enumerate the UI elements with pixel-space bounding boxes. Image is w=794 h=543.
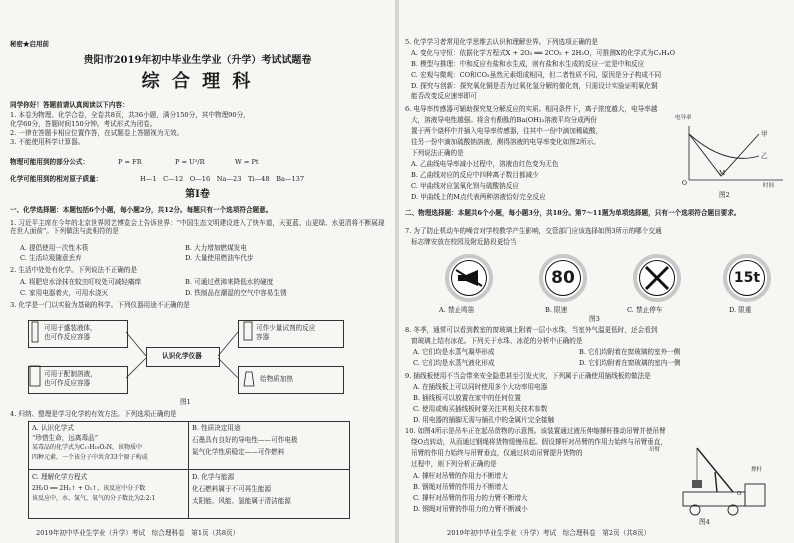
fig1-box-text: 可作少量试剂的反应 [256, 324, 316, 332]
q2-option: B. 可通过煮沸来降低水的硬度 [185, 278, 274, 286]
q5-option: B. 模型与推理：中和反应有盐和水生成，则有盐和水生成的反应一定是中和反应 [411, 60, 645, 68]
note-line: 3. 不能使用科学计算器。 [10, 138, 85, 146]
q4-cell-line: 化石燃料属于不可再生能源 [192, 485, 272, 493]
q8-option: D. 它们均附着在窗玻璃的室内一侧 [579, 359, 681, 367]
q5-option: 能否改变反应速率即可 [411, 92, 477, 100]
q6-option: D. 甲曲线上的M点代表两种溶液恰好完全反应 [411, 193, 546, 201]
q5-option: D. 探究与创新：探究氧化铜是否为过氧化氢分解的催化剂，只需设计实验证明氧化铜 [411, 82, 658, 90]
q1-option: A. 提倡使用一次性木筷 [20, 244, 89, 252]
curve-label: 甲 [761, 130, 768, 138]
q4-cell-line: “珍惜生命，远离毒品” [32, 434, 99, 442]
sign-label: C. 禁止停车 [627, 306, 663, 314]
q6-option: C. 甲曲线对应氢氧化钡与硫酸钠反应 [411, 182, 519, 190]
sign-label: B. 限速 [545, 306, 568, 314]
q4-cell-line: 氮气化学性质稳定——可作燃料 [192, 448, 285, 456]
fig1-box-text: 可用于盛装液体， [44, 324, 97, 332]
note-line: 2. 一律在答题卡相应位置作答，在试题卷上答题视为无效。 [10, 129, 184, 137]
q7-stem: 7. 为了防止机动车的噪音对学校教学产生影响，交管部门应该选择如图3所示的哪个交通 [405, 227, 662, 235]
fig1-box-text: 可用于配制溶液， [44, 370, 97, 378]
cross-glyph [640, 261, 674, 295]
q6-stem: 下列说法正确的是 [411, 149, 464, 157]
fig1-box-text: 给物质加热 [260, 375, 293, 383]
note-line: 化学60分，答题时间150分钟。考试形式为闭卷。 [10, 120, 157, 128]
secret-label: 秘密★启用前 [10, 40, 49, 48]
q8-option: A. 它们均是水蒸气凝华形成 [413, 348, 495, 356]
q4-cell-line: 太阳能、风能、氢能属于清洁能源 [192, 497, 291, 505]
q6-stem: 置于两个烧杯中并插入电导率传感器，往其中一份中滴加稀硫酸， [411, 127, 603, 135]
q4-cell-line: 2H₂O ══ 2H₂↑ + O₂↑，该反应中分子数 [32, 485, 146, 492]
figure-caption: 图2 [719, 191, 730, 199]
q6-stem: 往另一份中滴加硫酸钠溶液，测得溶液的电导率变化如图2所示。 [411, 138, 600, 146]
q10-stem: 10. 如图4所示是吊车正在起吊货物的示意图。该装置通过液压伸缩撑杆推动吊臂并使吊臂 [405, 427, 666, 435]
horn-glyph [454, 268, 484, 288]
q4-cell-line: 该反应中，水、氢气、氧气的分子数比为2:2:1 [32, 495, 156, 502]
q2-stem: 2. 生活中处处有化学。下列说法不正确的是 [10, 266, 138, 274]
fig1-box-text: 也可作反应容器 [44, 379, 91, 387]
physics-formula-label: 物理可能用到的部分公式： [10, 158, 90, 166]
subject-title: 综 合 理 科 [141, 71, 254, 92]
no-parking-sign [633, 254, 681, 302]
q10-stem: 绕O点转动，从而通过钢绳将货物缓慢吊起。假设撑杆对吊臂的作用力始终与吊臂垂直， [411, 438, 667, 446]
q8-stem: 窗玻璃上结有冰花。下列关于水珠、冰花的分析中正确的是 [411, 337, 583, 345]
q4-cell-line: C. 理解化学方程式 [32, 473, 88, 481]
page-2 [399, 0, 794, 543]
q5-option: C. 宏观与微观：CO和CO₂虽然元素组成相同，但二者性质不同，原因是分子构成不同 [411, 71, 662, 79]
section-heading: 二、物理选择题：本题共6个小题，每小题3分，共18分。第7～11题为单项选择题，只有一个选项符合题目要求。 [405, 209, 741, 217]
truck-cab [745, 484, 765, 506]
page-1 [0, 0, 395, 543]
page-footer: 2019年初中毕业生学业（升学）考试 综合理科卷 第2页（共8页） [447, 529, 651, 537]
graph-ylabel: 电导率 [675, 115, 692, 121]
crane-boom [697, 448, 733, 492]
fig1-center-text: 认识化学仪器 [162, 352, 202, 360]
q9-option: C. 使用或购买插线板时要关注其相关技术参数 [413, 405, 548, 413]
q4-stem: 4. 归纳、整理是学习化学的有效方法。下列选项正确的是 [10, 410, 177, 418]
origin-label: O [682, 180, 687, 187]
q4-cell-line: D. 化学与能源 [192, 473, 235, 481]
q9-option: B. 插线板可以放置在家中的任何位置 [413, 394, 521, 402]
formula: W = Pt [235, 158, 259, 166]
q6-stem: 6. 电导率传感器可辅助探究复分解反应的实质。相同条件下，离子浓度越大，电导率越 [405, 105, 658, 113]
figure-caption: 图1 [180, 398, 191, 406]
q4-cell-line: A. 认识化学式 [32, 424, 74, 432]
crane-strut [715, 472, 717, 492]
graph-xlabel: 时间 [763, 183, 775, 189]
page-footer: 2019年初中毕业生学业（升学）考试 综合理科卷 第1页（共8页） [36, 529, 240, 537]
no-honking-sign [445, 254, 493, 302]
cargo [692, 480, 702, 488]
q9-stem: 9. 插线板使用不当会带来安全隐患甚至引发火灾，下列属于正确使用插线板的做法是 [405, 372, 651, 380]
note-line: 1. 本卷为物理、化学合卷，全卷共8页，共36小题，满分150分，其中物理90分， [10, 111, 250, 119]
q1-stem: 1. 习近平主席在今年的北京世界园艺博览会上告诉世界：“中国生态文明建设进入了快车道，天更蓝、山更绿、水更清将不断展现在世人面前”。下列做法与此相符的是 [10, 219, 385, 235]
sign-label: D. 限重 [729, 306, 752, 314]
q10-option: A. 撑杆对吊臂的作用力不断增大 [413, 472, 508, 480]
q1-option: D. 大量使用燃油车代步 [185, 254, 254, 262]
q6-option: B. 乙曲线对应的反应中四种离子数目都减少 [411, 171, 539, 179]
q10-stem: 过程中，则下列分析正确的是 [411, 460, 497, 468]
q1-option: B. 大力增加燃煤发电 [185, 244, 247, 252]
no-parking-icon [639, 260, 675, 296]
section-heading: 一、化学选择题：本题包括6个小题，每小题2分，共12分。每题只有一个选项符合题意。 [10, 206, 273, 214]
fig1-box-text: 也可作反应容器 [44, 333, 91, 341]
fig1-box-text: 容器 [256, 333, 270, 341]
q10-option: B. 钢绳对吊臂的作用力不断增大 [413, 483, 508, 491]
q2-option: D. 铁制品在潮湿的空气中容易生锈 [185, 289, 287, 297]
crane-label: 撑杆 [751, 467, 763, 473]
conductivity-graph [679, 122, 787, 188]
q10-stem: 吊臂的作用力始终与吊臂垂直，仅通过转动吊臂提升货物的 [411, 449, 583, 457]
weight-limit-sign [723, 254, 771, 302]
q2-option: A. 将肥皂水涂抹在蚊虫叮咬处可减轻痛痒 [20, 278, 142, 286]
q4-cell-line: 石墨具有良好的导电性——可作电极 [192, 436, 298, 444]
truck-body [683, 492, 745, 506]
q9-option: D. 用电器的插脚无需与插孔中的金属片完全接触 [413, 416, 555, 424]
formula: P = U²/R [175, 158, 205, 166]
q4-cell-line: 某毒品的化学式为C₁₇H₁₉O₃N，该物质中 [32, 444, 143, 451]
q8-stem: 8. 冬季，通常可以看到教室的窗玻璃上附着一层小水珠，当室外气温更低时，还会看到 [405, 326, 658, 334]
q8-option: B. 它们均附着在窗玻璃的室外一侧 [579, 348, 681, 356]
q5-stem: 5. 化学学习者常用化学思维去认识和理解世界。下列选项正确的是 [405, 38, 599, 46]
notes-heading: 同学你好！答题前请认真阅读以下内容： [10, 101, 129, 109]
q4-cell-line: 四种元素，一个该分子中共含33个原子构成 [32, 454, 148, 461]
weight-limit-value: 15t [729, 260, 765, 296]
q5-option: A. 变化与守恒：依据化学方程式X + 2O₂ ══ 2CO₂ + 2H₂O，可推测X的化学式为C₂H₄O [411, 49, 675, 57]
crane-label: 吊臂 [649, 447, 661, 453]
q2-option: C. 家用电器着火，可用水浇灭 [20, 289, 109, 297]
q1-option: C. 生活垃圾随意丢弃 [20, 254, 82, 262]
q4-cell-line: B. 性质决定用途 [192, 424, 241, 432]
chem-masses: H—1 C—12 O—16 Na—23 Ti—48 Ba—137 [140, 175, 305, 183]
q10-option: C. 撑杆对吊臂的作用力的力臂不断增大 [413, 494, 528, 502]
sign-label: A. 禁止鸣笛 [439, 306, 475, 314]
crane-label: O [737, 491, 742, 497]
wheel-icon [690, 505, 700, 515]
figure-caption: 图3 [589, 315, 600, 323]
part-heading: 第Ⅰ卷 [185, 189, 210, 200]
q10-option: D. 钢绳对吊臂的作用力的力臂不断减小 [413, 505, 528, 513]
wheel-icon [728, 505, 738, 515]
figure-caption: 图4 [699, 518, 710, 526]
q8-option: C. 它们均是水蒸气液化形成 [413, 359, 495, 367]
horn-icon [451, 260, 487, 296]
q7-stem: 标志牌安放在校园及附近路段更恰当 [411, 238, 517, 246]
formula: P = FR [118, 158, 142, 166]
curve-label: 乙 [761, 152, 768, 160]
speed-limit-value: 80 [545, 260, 581, 296]
speed-limit-sign [539, 254, 587, 302]
q6-option: A. 乙曲线电导率减小过程中，溶液由红色变为无色 [411, 160, 559, 168]
q9-option: A. 在插线板上可以同时使用多个大功率用电器 [413, 383, 548, 391]
q6-stem: 大，溶液导电性越强。将含有酚酞的Ba(OH)₂溶液平均分成两份 [411, 116, 597, 124]
exam-title: 贵阳市2019年初中毕业生学业（升学）考试试题卷 [83, 55, 312, 66]
point-label: M [719, 170, 726, 177]
q3-stem: 3. 化学是一门以实验为基础的科学。下列仪器用途不正确的是 [10, 301, 190, 309]
q4-table-hline [28, 469, 349, 470]
chem-mass-label: 化学可能用到的相对原子质量： [10, 175, 103, 183]
